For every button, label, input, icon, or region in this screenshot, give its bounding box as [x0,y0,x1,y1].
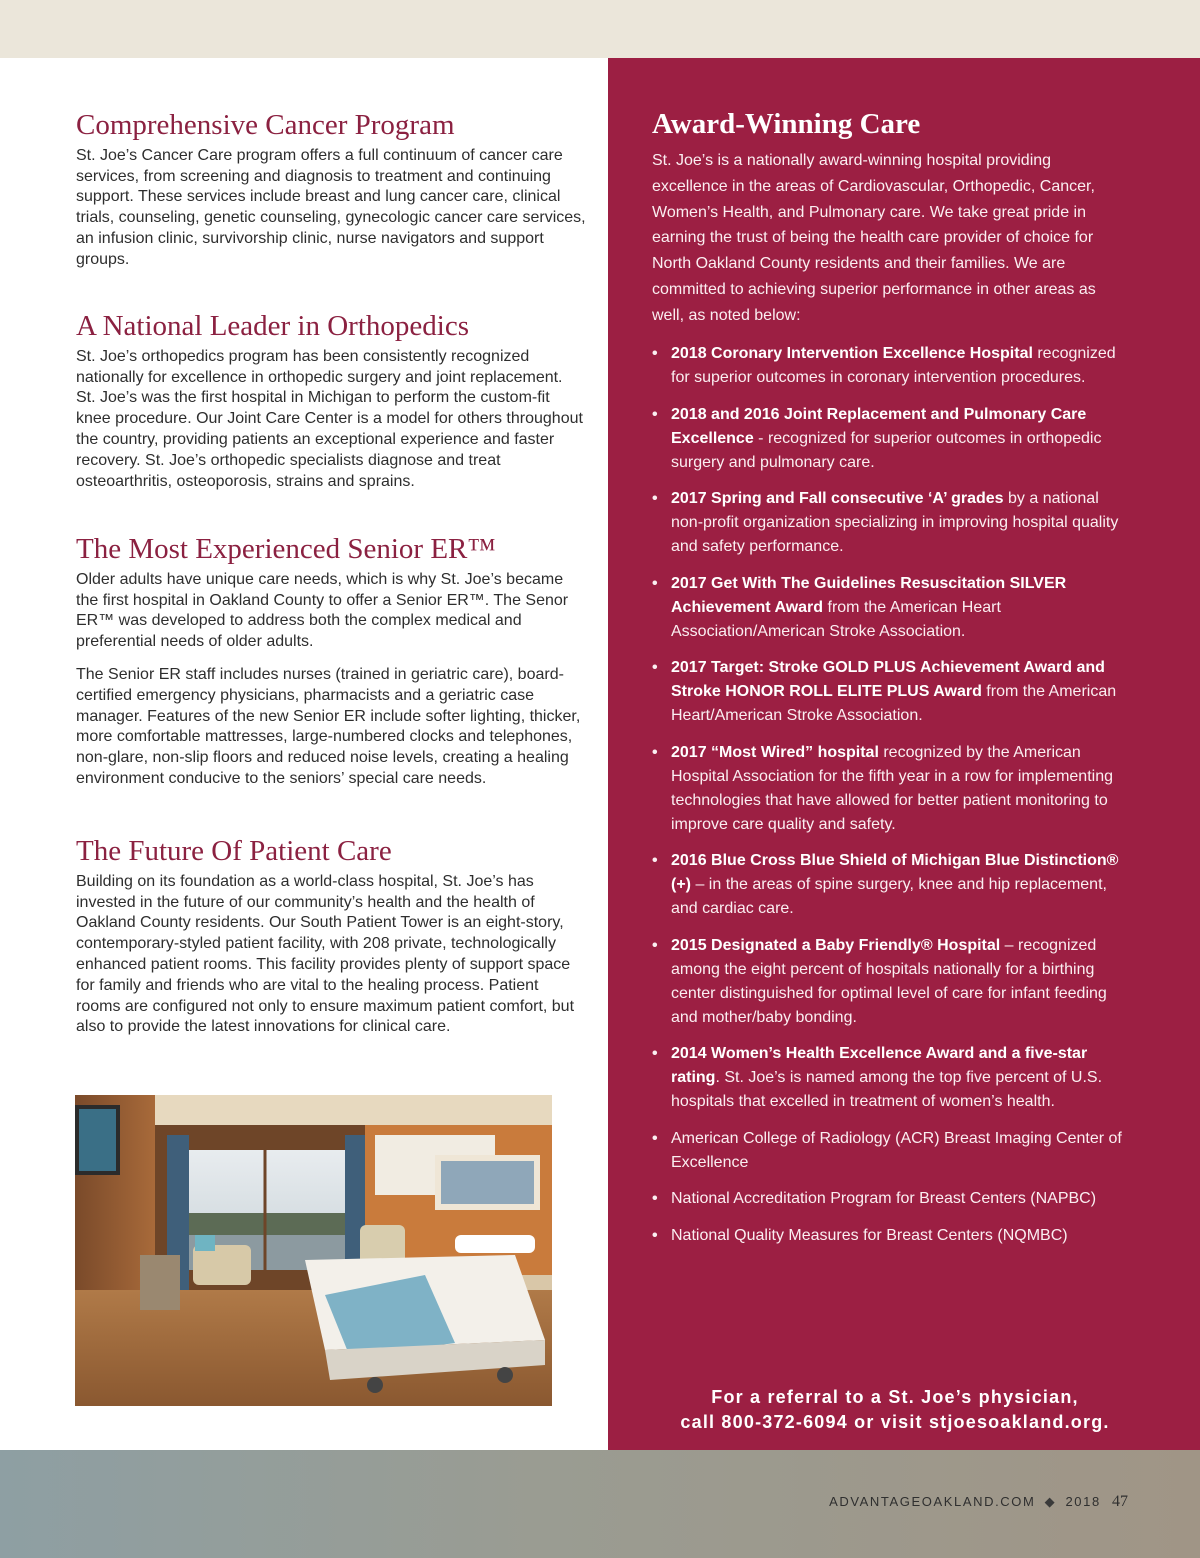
award-name: 2018 Coronary Intervention Excellence Hospital [671,345,1033,362]
list-item [652,342,1130,390]
bullet: • [652,345,658,362]
diamond-separator-icon: ◆ [1044,1494,1057,1509]
section-title: Comprehensive Cancer Program [76,109,455,141]
award-name: 2017 Target: Stroke GOLD PLUS Achievement Award and Stroke HONOR ROLL ELITE PLUS Award [671,659,1105,700]
award-title: Award-Winning Care [652,108,921,140]
award-desc: National Accreditation Program for Breast Centers (NAPBC) [671,1190,1097,1207]
list-item [652,849,1130,921]
award-list [652,342,1130,1260]
page-footer [829,1493,1128,1511]
award-desc: National Quality Measures for Breast Centers (NQMBC) [671,1226,1068,1244]
award-name: 2017 Spring and Fall consecutive ‘A’ grades [671,490,1004,507]
award-desc: - recognized for superior outcomes in orthopedic surgery and pulmonary care. [671,429,1102,471]
award-name: 2014 Women’s Health Excellence Award and a five-star rating [671,1045,1088,1086]
bullet: • [652,1226,658,1244]
section-senior-er [76,534,586,790]
bullet: • [652,490,658,507]
bullet: • [652,574,658,592]
award-intro: St. Joe’s is a nationally award-winning hospital providing excellence in the areas of Cardiovascular, Orthopedic, Cancer, Women’s Health, and Pulmonary care. We take great pride in earning the trust of being the health care provider of choice for North Oakland County residents and their families. We are committed to achieving superior performance in other areas as well, as noted below: [652,152,1096,324]
list-item [652,572,1130,644]
award-name: 2017 “Most Wired” hospital [671,743,879,761]
section-body-2: The Senior ER staff includes nurses (trained in geriatric care), board-certified emergency physicians, pharmacists and a geriatric case manager. Features of the new Senior ER include softer lighting, thicker, more comfortable mattresses, large-numbered clocks and telephones, non-glare, non-slip floors and reduced noise levels, creating a healing environment conducive to the seniors’ special care needs. [76,666,581,788]
award-desc: – recognized among the eight percent of hospitals nationally for a birthing center distinguished for optimal level of care for infant feeding and mother/baby bonding. [671,936,1107,1026]
award-desc: . St. Joe’s is named among the top five percent of U.S. hospitals that excelled in treatment of women’s health. [671,1069,1103,1110]
patient-room-photo [75,1095,552,1406]
section-orthopedics [76,311,586,492]
award-desc: from the American Heart Association/American Stroke Association. [671,598,1001,640]
award-desc: from the American Heart/American Stroke Association. [671,683,1117,724]
award-name: 2018 and 2016 Joint Replacement and Pulmonary Care Excellence [671,405,1087,447]
award-desc: by a national non-profit organization specializing in improving hospital quality and safety performance. [671,490,1119,555]
section-body: St. Joe’s Cancer Care program offers a full continuum of cancer care services, from screening and diagnosis to treatment and continuing support. These services include breast and lung cancer care, clinical trials, counseling, genetic counseling, gynecologic cancer care services, an infusion clinic, survivorship clinic, nurse navigators and support groups. [76,146,586,268]
section-body: St. Joe’s orthopedics program has been consistently recognized nationally for excellence in orthopedic surgery and joint replacement. St. Joe’s was the first hospital in Michigan to perform the custom-fit knee procedure. Our Joint Care Center is a model for others throughout the country, providing patients an exceptional experience and faster recovery. St. Joe’s orthopedic specialists diagnose and treat osteoarthritis, osteoporosis, strains and sprains. [76,347,583,490]
list-item [652,934,1130,1030]
section-future [76,836,586,1038]
referral-cta [640,1385,1150,1435]
footer-site: ADVANTAGEOAKLAND.COM [829,1494,1036,1509]
list-item [652,487,1130,559]
list-item [652,656,1130,728]
bullet: • [652,1045,658,1062]
bullet: • [652,1190,658,1207]
award-name: 2015 Designated a Baby Friendly® Hospital [671,936,1001,954]
section-title: The Most Experienced Senior ER™ [76,533,496,565]
bullet: • [652,936,658,954]
list-item [652,1187,1130,1211]
top-band [0,0,1200,58]
list-item [652,1127,1130,1175]
bullet: • [652,405,658,423]
award-desc: recognized by the American Hospital Association for the fifth year in a row for implementing technologies that have allowed for better patient monitoring to improve care quality and safety. [671,743,1113,833]
section-title: A National Leader in Orthopedics [76,310,469,342]
list-item [652,1042,1130,1114]
award-name: 2017 Get With The Guidelines Resuscitation SILVER Achievement Award [671,574,1067,616]
section-cancer [76,110,586,271]
bullet: • [652,659,658,676]
bullet: • [652,1129,658,1147]
list-item [652,403,1130,475]
award-desc: American College of Radiology (ACR) Breast Imaging Center of Excellence [671,1129,1122,1171]
footer-year: 2018 [1065,1494,1101,1509]
section-body: Building on its foundation as a world-class hospital, St. Joe’s has invested in the future of our community’s health and the health of Oakland County residents. Our South Patient Tower is an eight-story, contemporary-styled patient facility, with 208 private, technologically enhanced patient rooms. This facility provides plenty of support space for family and friends who are vital to the healing process. Patient rooms are configured not only to ensure maximum patient comfort, but also to provide the latest innovations for clinical care. [76,872,575,1036]
award-desc: recognized for superior outcomes in coronary intervention procedures. [671,345,1116,386]
award-name: 2016 Blue Cross Blue Shield of Michigan Blue Distinction® (+) [671,852,1119,893]
award-desc: – in the areas of spine surgery, knee and hip replacement, and cardiac care. [671,876,1107,917]
section-body: Older adults have unique care needs, which is why St. Joe’s became the first hospital in Oakland County to offer a Senior ER™. The Senor ER™ was developed to address both the complex medical and preferential needs of older adults. [76,570,569,651]
list-item [652,1224,1130,1248]
bullet: • [652,852,658,869]
section-title: The Future Of Patient Care [76,835,392,867]
bullet: • [652,743,658,761]
cta-line-1: For a referral to a St. Joe’s physician, [711,1387,1079,1407]
list-item [652,741,1130,837]
cta-line-2: call 800-372-6094 or visit stjoesoakland.org. [680,1412,1110,1432]
page-number: 47 [1112,1493,1128,1510]
